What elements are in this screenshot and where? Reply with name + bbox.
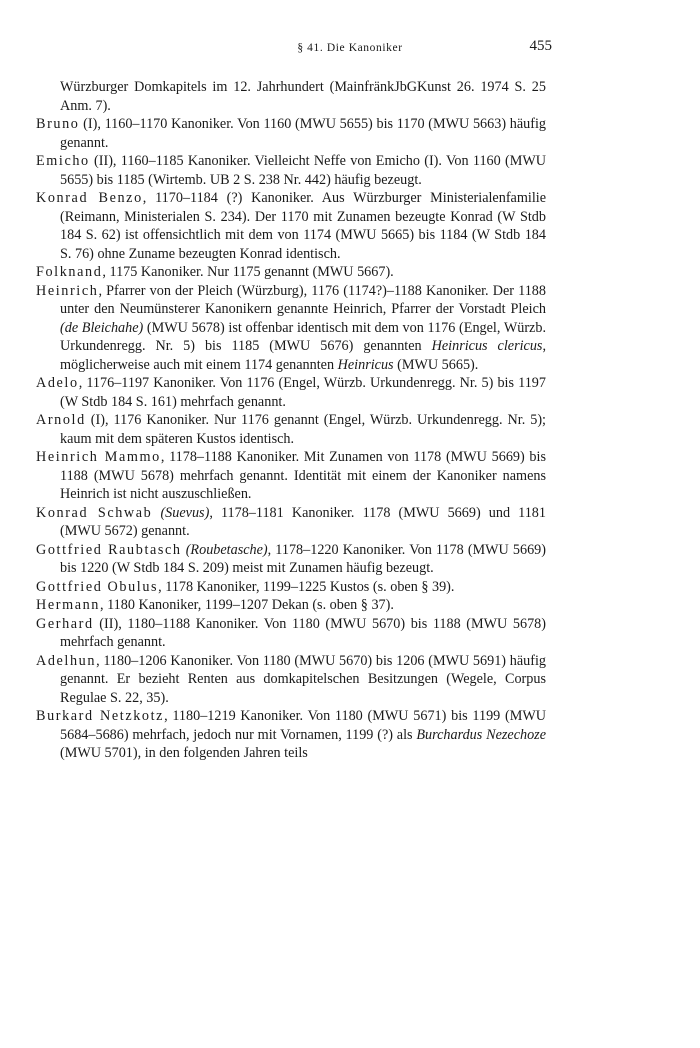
entry-burkard-netzkotz (36, 707, 546, 763)
entry-konrad-schwab (36, 504, 546, 541)
page-header (0, 38, 700, 60)
entry-name: Emicho (36, 153, 90, 169)
entry-name: Burkard Netzkotz (36, 708, 165, 724)
entry-text: (MWU 5678) ist offenbar identisch mit dem von 1176 (Engel, Würzb. Urkundenregg. Nr. 5) bis 1185 (MWU 5676) genannten (60, 319, 546, 354)
entry-name: Arnold (36, 412, 86, 428)
latin-term: (Suevus) (160, 504, 210, 521)
entry-name: Bruno (36, 116, 80, 132)
entry-konrad-benzo (36, 189, 546, 263)
entry-adelhun (36, 652, 546, 708)
entry-text: , 1180–1219 Kanoniker. Von 1180 (MWU 5671) bis 1199 (MWU 5684–5686) mehrfach, jedoch nur mit Vornamen, 1199 (?) als (60, 708, 546, 743)
entry-text: , 1178–1181 Kanoniker. 1178 (MWU 5669) und 1181 (MWU 5672) genannt. (60, 504, 546, 539)
entry-name: Gerhard (36, 615, 94, 632)
entry-text: (MWU 5665). (393, 356, 479, 373)
page-number: 455 (529, 38, 552, 54)
latin-term: (de Bleichahe) (60, 319, 144, 336)
entry-text: , 1170–1184 (?) Kanoniker. Aus Würzburger Ministerialenfamilie (Reimann, Ministerialen S. 234). Der 1170 mit Zunamen bezeugte Konrad (W Stdb 184 S. 62) ist offensichtlich mit dem von 1174 (MWU 5665) bis 1184 (W Stdb 184 S. 76) ohne Zuname bezeugten Konrad identisch. (60, 190, 546, 262)
entry-text: , 1180–1206 Kanoniker. Von 1180 (MWU 5670) bis 1206 (MWU 5691) häufig genannt. Er bezieht Renten aus domkapitelschen Besitzungen (Wegele, Corpus Regulae S. 22, 35). (60, 652, 546, 706)
entry-gottfried-obulus (36, 578, 546, 597)
entry-text: Würzburger Domkapitels im 12. Jahrhundert (MainfränkJbGKunst 26. 1974 S. 25 Anm. 7). (60, 79, 546, 114)
entry-text: , 1175 Kanoniker. Nur 1175 genannt (MWU 5667). (102, 264, 394, 280)
entry-emicho (36, 152, 546, 189)
entry-name: Adelhun (36, 652, 97, 669)
page-body (36, 78, 546, 763)
entry-text: , möglicherweise auch mit einem 1174 genannten (60, 338, 546, 373)
entry-text: , 1176–1197 Kanoniker. Von 1176 (Engel, Würzb. Urkundenregg. Nr. 5) bis 1197 (W Stdb 184 S. 161) mehrfach genannt. (60, 375, 546, 410)
latin-term: Burchardus Nezechoze (416, 726, 546, 743)
entry-text: , 1180 Kanoniker, 1199–1207 Dekan (s. oben § 37). (100, 597, 394, 613)
entry-hermann (36, 596, 546, 615)
latin-term: Heinricus clericus (431, 338, 543, 354)
entry-name: Gottfried Obulus (36, 578, 159, 595)
entry-text: , Pfarrer von der Pleich (Würzburg), 1176 (1174?)–1188 Kanoniker. Der 1188 unter den Neumünsterer Kanonikern genannte Heinrich, Pfarrer der Vorstadt Pleich (60, 282, 546, 317)
latin-term: Heinricus (337, 356, 394, 373)
entry-gerhard (36, 615, 546, 652)
entry-name: Adelo (36, 375, 79, 391)
entry-text: , 1178 Kanoniker, 1199–1225 Kustos (s. oben § 39). (158, 578, 455, 595)
entry-folknand (36, 263, 546, 282)
entry-adelo (36, 374, 546, 411)
entry-heinrich-pfarrer (36, 282, 546, 375)
entry-name: Heinrich Mammo (36, 449, 161, 465)
entry-text: (MWU 5701), in den folgenden Jahren teils (60, 745, 308, 761)
entry-name: Hermann (36, 597, 100, 613)
entry-name: Folknand (36, 264, 103, 280)
entry-text: (I), 1176 Kanoniker. Nur 1176 genannt (Engel, Würzb. Urkundenregg. Nr. 5); kaum mit dem späteren Kustos identisch. (60, 412, 546, 447)
entry-name: Heinrich (36, 282, 99, 299)
entry-text: , 1178–1220 Kanoniker. Von 1178 (MWU 5669) bis 1220 (W Stdb 184 S. 209) meist mit Zunamen häufig bezeugt. (60, 541, 546, 576)
entry-continuation (36, 78, 546, 115)
latin-term: (Roubetasche) (185, 541, 268, 558)
entry-name: Gottfried Raubtasch (36, 541, 182, 558)
entry-text: (I), 1160–1170 Kanoniker. Von 1160 (MWU 5655) bis 1170 (MWU 5663) häufig genannt. (60, 116, 546, 151)
entry-name: Konrad Benzo (36, 190, 143, 206)
entry-text: (II), 1160–1185 Kanoniker. Vielleicht Neffe von Emicho (I). Von 1160 (MWU 5655) bis 1185 (Wirtemb. UB 2 S. 238 Nr. 442) häufig bezeugt. (60, 153, 546, 188)
entry-text: , 1178–1188 Kanoniker. Mit Zunamen von 1178 (MWU 5669) bis 1188 (MWU 5678) mehrfach genannt. Identität mit einem der Kanoniker namens Heinrich ist nicht auszuschließen. (60, 449, 546, 502)
entry-heinrich-mammo (36, 448, 546, 504)
entry-text: (II), 1180–1188 Kanoniker. Von 1180 (MWU 5670) bis 1188 (MWU 5678) mehrfach genannt. (60, 615, 546, 650)
entry-arnold (36, 411, 546, 448)
running-title: § 41. Die Kanoniker (297, 42, 403, 54)
entry-bruno (36, 115, 546, 152)
entry-gottfried-raubtasch (36, 541, 546, 578)
entry-name: Konrad Schwab (36, 504, 153, 521)
